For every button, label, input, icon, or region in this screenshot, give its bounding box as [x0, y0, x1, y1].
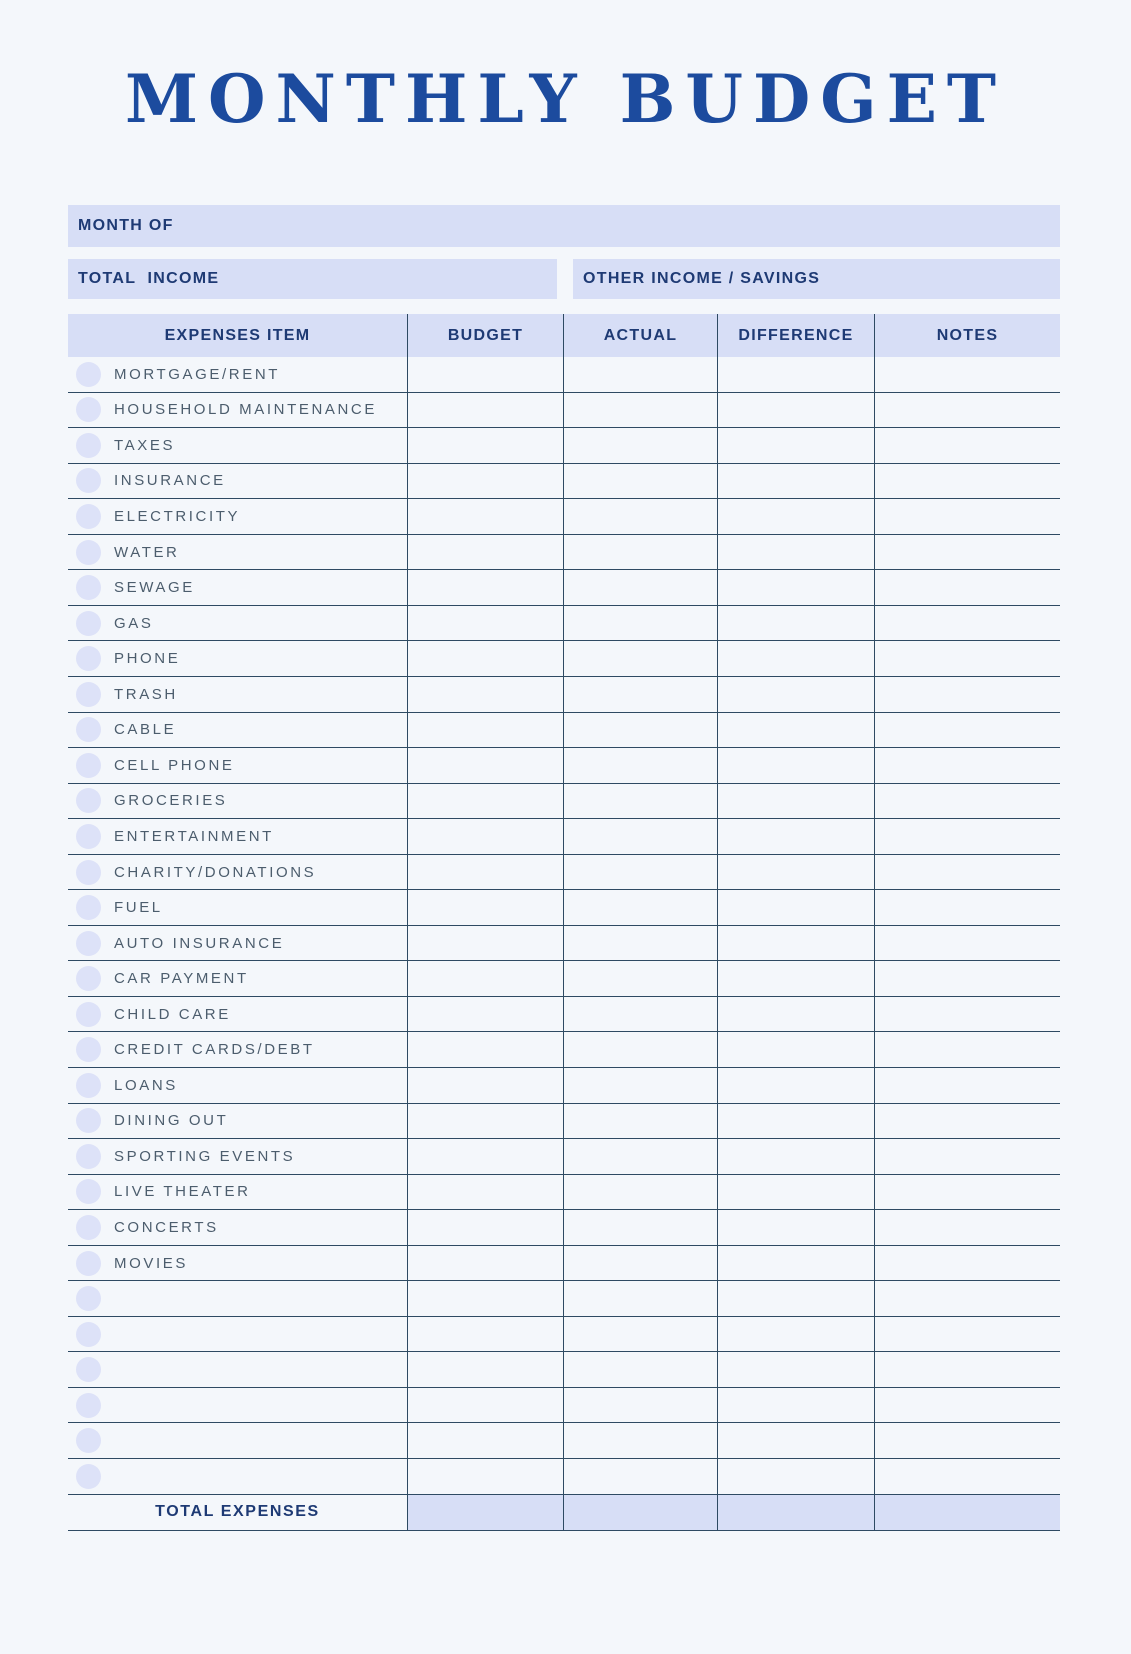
expense-item-cell: [68, 428, 408, 463]
difference-cell[interactable]: [718, 1068, 875, 1103]
expense-item-cell: [68, 961, 408, 996]
difference-cell[interactable]: [718, 677, 875, 712]
table-row: [68, 890, 1060, 926]
budget-cell[interactable]: [408, 713, 564, 748]
expense-item-label: CHARITY/DONATIONS: [114, 863, 317, 881]
actual-cell[interactable]: [564, 1459, 718, 1494]
page-content: [68, 205, 1060, 1531]
total-actual-cell[interactable]: [564, 1495, 718, 1530]
expense-item-label: GROCERIES: [114, 792, 228, 810]
other-income-savings-label: OTHER INCOME / SAVINGS: [583, 270, 821, 288]
difference-cell[interactable]: [718, 1388, 875, 1423]
notes-cell[interactable]: [875, 1459, 1060, 1494]
budget-cell[interactable]: [408, 1175, 564, 1210]
notes-cell[interactable]: [875, 1068, 1060, 1103]
header-notes: NOTES: [936, 326, 999, 344]
notes-cell[interactable]: [875, 677, 1060, 712]
expense-item-label: CAR PAYMENT: [114, 970, 249, 988]
expense-item-cell: [68, 606, 408, 641]
expense-item-label: FUEL: [114, 899, 163, 917]
notes-cell[interactable]: [875, 926, 1060, 961]
expense-item-label: HOUSEHOLD MAINTENANCE: [114, 401, 377, 419]
expense-item-cell: [68, 855, 408, 890]
difference-cell[interactable]: [718, 1459, 875, 1494]
actual-cell[interactable]: [564, 357, 718, 392]
actual-cell[interactable]: [564, 1388, 718, 1423]
difference-cell[interactable]: [718, 997, 875, 1032]
table-row: [68, 1423, 1060, 1459]
table-row: [68, 1388, 1060, 1424]
table-row: [68, 961, 1060, 997]
actual-cell[interactable]: [564, 819, 718, 854]
expense-item-cell: [68, 713, 408, 748]
header-expenses-item: EXPENSES ITEM: [68, 314, 408, 357]
budget-cell[interactable]: [408, 961, 564, 996]
actual-cell[interactable]: [564, 1246, 718, 1281]
expense-item-cell: [68, 570, 408, 605]
expense-item-label: TAXES: [114, 436, 176, 454]
bullet-icon: [76, 1464, 101, 1489]
actual-cell[interactable]: [564, 1175, 718, 1210]
notes-cell[interactable]: [875, 606, 1060, 641]
table-row: [68, 784, 1060, 820]
difference-cell[interactable]: [718, 464, 875, 499]
budget-cell[interactable]: [408, 997, 564, 1032]
difference-cell[interactable]: [718, 926, 875, 961]
expense-item-cell: [68, 1175, 408, 1210]
budget-cell[interactable]: [408, 784, 564, 819]
actual-cell[interactable]: [564, 1032, 718, 1067]
bullet-icon: [76, 1179, 101, 1204]
expense-item-cell: [68, 1246, 408, 1281]
bullet-icon: [76, 1357, 101, 1382]
total-notes-cell[interactable]: [875, 1495, 1060, 1530]
difference-cell[interactable]: [718, 357, 875, 392]
difference-cell[interactable]: [718, 819, 875, 854]
table-row: [68, 606, 1060, 642]
difference-cell[interactable]: [718, 713, 875, 748]
table-row: [68, 926, 1060, 962]
expense-item-label: MOVIES: [114, 1254, 188, 1272]
notes-cell[interactable]: [875, 1281, 1060, 1316]
expense-item-cell: [68, 1210, 408, 1245]
expense-item-label: SPORTING EVENTS: [114, 1147, 296, 1165]
notes-cell[interactable]: [875, 1317, 1060, 1352]
expense-item-cell: [68, 393, 408, 428]
table-row: [68, 1246, 1060, 1282]
expense-item-cell: [68, 357, 408, 392]
budget-cell[interactable]: [408, 748, 564, 783]
table-row: [68, 1068, 1060, 1104]
budget-cell[interactable]: [408, 428, 564, 463]
table-row: [68, 1210, 1060, 1246]
bullet-icon: [76, 397, 101, 422]
notes-cell[interactable]: [875, 428, 1060, 463]
table-row: [68, 713, 1060, 749]
total-expenses-row: [68, 1495, 1060, 1531]
table-row: [68, 819, 1060, 855]
expense-item-cell: [68, 677, 408, 712]
expense-item-label: LIVE THEATER: [114, 1183, 251, 1201]
bullet-icon: [76, 1002, 101, 1027]
bullet-icon: [76, 433, 101, 458]
table-row: [68, 641, 1060, 677]
notes-cell[interactable]: [875, 819, 1060, 854]
actual-cell[interactable]: [564, 997, 718, 1032]
table-header-row: [68, 314, 1060, 357]
bullet-icon: [76, 1144, 101, 1169]
difference-cell[interactable]: [718, 499, 875, 534]
expense-item-cell: [68, 748, 408, 783]
notes-cell[interactable]: [875, 961, 1060, 996]
expense-item-cell: [68, 464, 408, 499]
table-row: [68, 1352, 1060, 1388]
notes-cell[interactable]: [875, 1139, 1060, 1174]
expense-item-cell: [68, 1104, 408, 1139]
table-row: [68, 1281, 1060, 1317]
actual-cell[interactable]: [564, 748, 718, 783]
bullet-icon: [76, 540, 101, 565]
actual-cell[interactable]: [564, 1139, 718, 1174]
budget-cell[interactable]: [408, 1388, 564, 1423]
budget-cell[interactable]: [408, 855, 564, 890]
bullet-icon: [76, 468, 101, 493]
expense-item-label: DINING OUT: [114, 1112, 229, 1130]
actual-cell[interactable]: [564, 677, 718, 712]
bullet-icon: [76, 682, 101, 707]
difference-cell[interactable]: [718, 428, 875, 463]
budget-cell[interactable]: [408, 1104, 564, 1139]
budget-cell[interactable]: [408, 1423, 564, 1458]
table-row: [68, 357, 1060, 393]
notes-cell[interactable]: [875, 535, 1060, 570]
difference-cell[interactable]: [718, 570, 875, 605]
bullet-icon: [76, 646, 101, 671]
other-income-savings-field[interactable]: [573, 259, 1060, 299]
actual-cell[interactable]: [564, 1423, 718, 1458]
bullet-icon: [76, 824, 101, 849]
actual-cell[interactable]: [564, 393, 718, 428]
bullet-icon: [76, 611, 101, 636]
total-difference-cell[interactable]: [718, 1495, 875, 1530]
budget-cell[interactable]: [408, 499, 564, 534]
notes-cell[interactable]: [875, 1210, 1060, 1245]
table-row: [68, 1317, 1060, 1353]
actual-cell[interactable]: [564, 1281, 718, 1316]
expense-item-label: TRASH: [114, 685, 178, 703]
table-row: [68, 997, 1060, 1033]
bullet-icon: [76, 895, 101, 920]
total-income-label: TOTAL INCOME: [78, 270, 220, 288]
expense-item-cell: [68, 997, 408, 1032]
budget-table: [68, 314, 1060, 1531]
notes-cell[interactable]: [875, 1423, 1060, 1458]
expense-item-cell: [68, 1317, 408, 1352]
expense-item-cell: [68, 1459, 408, 1494]
notes-cell[interactable]: [875, 1104, 1060, 1139]
difference-cell[interactable]: [718, 961, 875, 996]
expense-item-cell: [68, 499, 408, 534]
budget-cell[interactable]: [408, 1459, 564, 1494]
expense-item-cell: [68, 641, 408, 676]
bullet-icon: [76, 1286, 101, 1311]
bullet-icon: [76, 966, 101, 991]
notes-cell[interactable]: [875, 570, 1060, 605]
expense-item-label: CELL PHONE: [114, 756, 235, 774]
budget-cell[interactable]: [408, 1032, 564, 1067]
table-row: [68, 748, 1060, 784]
budget-cell[interactable]: [408, 357, 564, 392]
table-row: [68, 1175, 1060, 1211]
difference-cell[interactable]: [718, 1139, 875, 1174]
notes-cell[interactable]: [875, 357, 1060, 392]
notes-cell[interactable]: [875, 641, 1060, 676]
budget-cell[interactable]: [408, 641, 564, 676]
notes-cell[interactable]: [875, 1352, 1060, 1387]
difference-cell[interactable]: [718, 1032, 875, 1067]
actual-cell[interactable]: [564, 713, 718, 748]
bullet-icon: [76, 931, 101, 956]
notes-cell[interactable]: [875, 1032, 1060, 1067]
bullet-icon: [76, 575, 101, 600]
bullet-icon: [76, 1428, 101, 1453]
budget-cell[interactable]: [408, 819, 564, 854]
table-row: [68, 1032, 1060, 1068]
notes-cell[interactable]: [875, 1246, 1060, 1281]
income-row: [68, 259, 1060, 299]
expense-rows: [68, 357, 1060, 1495]
difference-cell[interactable]: [718, 641, 875, 676]
expense-item-label: AUTO INSURANCE: [114, 934, 285, 952]
budget-cell[interactable]: [408, 1317, 564, 1352]
expense-item-cell: [68, 1423, 408, 1458]
notes-cell[interactable]: [875, 855, 1060, 890]
notes-cell[interactable]: [875, 1175, 1060, 1210]
actual-cell[interactable]: [564, 1210, 718, 1245]
notes-cell[interactable]: [875, 748, 1060, 783]
notes-cell[interactable]: [875, 997, 1060, 1032]
expense-item-cell: [68, 1388, 408, 1423]
difference-cell[interactable]: [718, 1175, 875, 1210]
notes-cell[interactable]: [875, 499, 1060, 534]
budget-cell[interactable]: [408, 1352, 564, 1387]
bullet-icon: [76, 1322, 101, 1347]
notes-cell[interactable]: [875, 393, 1060, 428]
bullet-icon: [76, 753, 101, 778]
total-budget-cell[interactable]: [408, 1495, 564, 1530]
expense-item-cell: [68, 784, 408, 819]
actual-cell[interactable]: [564, 1317, 718, 1352]
bullet-icon: [76, 1037, 101, 1062]
total-income-field[interactable]: [68, 259, 557, 299]
notes-cell[interactable]: [875, 1388, 1060, 1423]
expense-item-cell: [68, 926, 408, 961]
actual-cell[interactable]: [564, 606, 718, 641]
budget-cell[interactable]: [408, 926, 564, 961]
difference-cell[interactable]: [718, 535, 875, 570]
actual-cell[interactable]: [564, 1352, 718, 1387]
table-row: [68, 428, 1060, 464]
budget-cell[interactable]: [408, 606, 564, 641]
expense-item-cell: [68, 1032, 408, 1067]
total-expenses-label: TOTAL EXPENSES: [68, 1495, 408, 1530]
difference-cell[interactable]: [718, 606, 875, 641]
expense-item-cell: [68, 1139, 408, 1174]
notes-cell[interactable]: [875, 784, 1060, 819]
actual-cell[interactable]: [564, 535, 718, 570]
expense-item-label: ENTERTAINMENT: [114, 827, 274, 845]
difference-cell[interactable]: [718, 1317, 875, 1352]
notes-cell[interactable]: [875, 464, 1060, 499]
actual-cell[interactable]: [564, 1068, 718, 1103]
actual-cell[interactable]: [564, 428, 718, 463]
budget-cell[interactable]: [408, 677, 564, 712]
expense-item-label: CREDIT CARDS/DEBT: [114, 1041, 315, 1059]
expense-item-label: GAS: [114, 614, 154, 632]
actual-cell[interactable]: [564, 641, 718, 676]
month-of-field[interactable]: [68, 205, 1060, 247]
budget-cell[interactable]: [408, 1210, 564, 1245]
table-row: [68, 535, 1060, 571]
actual-cell[interactable]: [564, 570, 718, 605]
difference-cell[interactable]: [718, 890, 875, 925]
difference-cell[interactable]: [718, 784, 875, 819]
difference-cell[interactable]: [718, 393, 875, 428]
table-row: [68, 570, 1060, 606]
expense-item-cell: [68, 819, 408, 854]
table-row: [68, 677, 1060, 713]
expense-item-cell: [68, 535, 408, 570]
expense-item-label: INSURANCE: [114, 472, 226, 490]
budget-cell[interactable]: [408, 393, 564, 428]
actual-cell[interactable]: [564, 961, 718, 996]
actual-cell[interactable]: [564, 1104, 718, 1139]
budget-cell[interactable]: [408, 1246, 564, 1281]
header-actual: ACTUAL: [564, 314, 718, 357]
expense-item-cell: [68, 1068, 408, 1103]
table-row: [68, 1139, 1060, 1175]
table-row: [68, 464, 1060, 500]
budget-cell[interactable]: [408, 535, 564, 570]
header-budget: BUDGET: [408, 314, 564, 357]
difference-cell[interactable]: [718, 748, 875, 783]
actual-cell[interactable]: [564, 499, 718, 534]
bullet-icon: [76, 1251, 101, 1276]
bullet-icon: [76, 1215, 101, 1240]
expense-item-label: CHILD CARE: [114, 1005, 231, 1023]
budget-cell[interactable]: [408, 1068, 564, 1103]
actual-cell[interactable]: [564, 855, 718, 890]
expense-item-label: CABLE: [114, 721, 177, 739]
header-difference: DIFFERENCE: [718, 314, 875, 357]
actual-cell[interactable]: [564, 784, 718, 819]
actual-cell[interactable]: [564, 926, 718, 961]
budget-cell[interactable]: [408, 1281, 564, 1316]
expense-item-cell: [68, 890, 408, 925]
table-row: [68, 855, 1060, 891]
table-row: [68, 1104, 1060, 1140]
actual-cell[interactable]: [564, 464, 718, 499]
expense-item-label: WATER: [114, 543, 180, 561]
difference-cell[interactable]: [718, 1104, 875, 1139]
budget-cell[interactable]: [408, 570, 564, 605]
expense-item-label: MORTGAGE/RENT: [114, 365, 281, 383]
bullet-icon: [76, 362, 101, 387]
page-title: MONTHLY BUDGET: [125, 60, 1006, 138]
difference-cell[interactable]: [718, 1352, 875, 1387]
difference-cell[interactable]: [718, 1423, 875, 1458]
expense-item-label: LOANS: [114, 1076, 178, 1094]
bullet-icon: [76, 788, 101, 813]
month-of-label: MONTH OF: [78, 217, 174, 235]
notes-cell[interactable]: [875, 713, 1060, 748]
bullet-icon: [76, 1073, 101, 1098]
bullet-icon: [76, 717, 101, 742]
table-row: [68, 393, 1060, 429]
difference-cell[interactable]: [718, 1281, 875, 1316]
bullet-icon: [76, 504, 101, 529]
expense-item-label: PHONE: [114, 650, 181, 668]
actual-cell[interactable]: [564, 890, 718, 925]
expense-item-cell: [68, 1352, 408, 1387]
bullet-icon: [76, 1108, 101, 1133]
expense-item-label: ELECTRICITY: [114, 508, 241, 526]
table-row: [68, 1459, 1060, 1495]
expense-item-label: SEWAGE: [114, 579, 195, 597]
difference-cell[interactable]: [718, 1246, 875, 1281]
difference-cell[interactable]: [718, 855, 875, 890]
bullet-icon: [76, 860, 101, 885]
budget-cell[interactable]: [408, 464, 564, 499]
expense-item-label: CONCERTS: [114, 1218, 219, 1236]
budget-cell[interactable]: [408, 1139, 564, 1174]
difference-cell[interactable]: [718, 1210, 875, 1245]
budget-cell[interactable]: [408, 890, 564, 925]
notes-cell[interactable]: [875, 890, 1060, 925]
table-row: [68, 499, 1060, 535]
expense-item-cell: [68, 1281, 408, 1316]
bullet-icon: [76, 1393, 101, 1418]
